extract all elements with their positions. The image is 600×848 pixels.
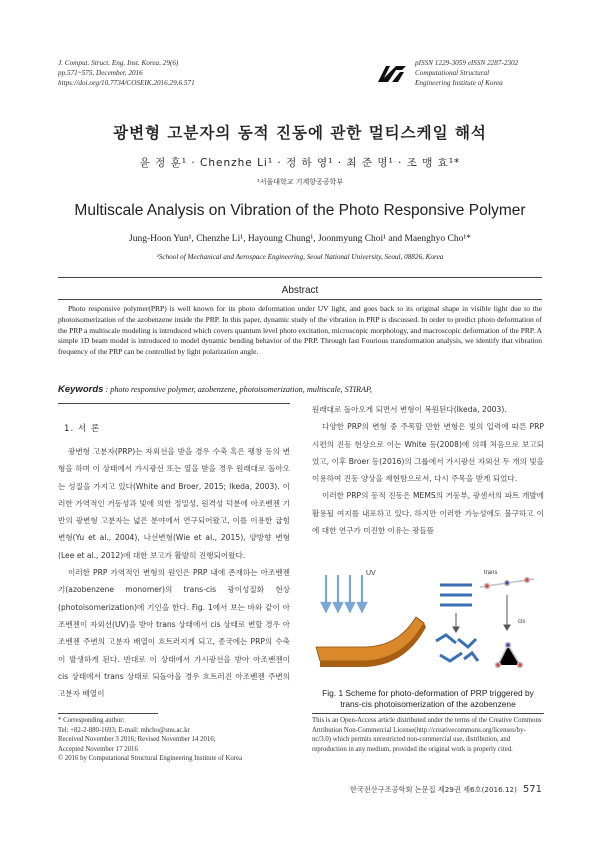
paragraph: 다양한 PRP의 변형 중 주목할 만한 변형은 빛의 입력에 따른 PRP 시편의 진동 현상으로 이는 White 등(2008)에 의해 처음으로 보고되었고, 이후 Broer 등(2016)의 그룹에서 가시광선 자외선 두 개의 빛을 이용하여 진동 양상을 재현함으로서, 다시 주목을 받게 되었다. (312, 422, 544, 484)
journal-pages: pp.571~575, December, 2016 (58, 69, 143, 77)
paragraph: 이러한 PRP의 동적 진동은 MEMS의 거동부, 광센서의 파트 개발에 활용될 여지를 내포하고 있다. 하지만 이러한 가능성에도 불구하고 이에 대한 연구가 미진한 이유는 광들뜸 (312, 491, 544, 536)
paragraph: 이러한 PRP 가역적인 변형의 원인은 PRP 내에 존재하는 아조벤젠기(azobenzene monomer)의 trans-cis 광이성질화 현상(photoisomerization)에 기인을 한다. Fig. 1에서 보는 바와 같이 아조벤젠이 자외선(UV)을 받아 trans 상태에서 cis 상태로 변할 경우 아조벤젠 주변의 고분자 배열이 흐트러지게 되고, 종국에는 PRP의 수축이 발생하게 된다. 반대로 이 상태에서 가시광선을 받아 아조벤젠이 cis 상태에서 trans 상태로 되돌아올 경우 흐트러진 아조벤젠 주변의 고분자 배열이 (58, 568, 290, 699)
arrows (453, 595, 510, 632)
divider-top (58, 277, 542, 278)
journal-footer: 한국전산구조공학회 논문집 제29권 제6호(2016.12) (349, 785, 517, 794)
section-title: 1. 서 론 (64, 424, 101, 434)
footnote-divider (58, 713, 158, 714)
korean-affiliation: ¹서울대학교 기계항공공학부 (256, 178, 344, 186)
uv-label: UV (366, 570, 376, 577)
journal-citation (58, 58, 278, 88)
issn: pISSN 1229-3059 eISSN 2287-2302 (415, 59, 519, 67)
cis-molecule (496, 643, 523, 668)
korean-authors: 윤 정 훈¹ · Chenzhe Li¹ · 정 하 영¹ · 최 준 명¹ · 조 맹 효¹* (139, 157, 461, 169)
footnote-corresponding (58, 716, 290, 764)
abstract-text: Photo responsive polymer(PRP) is well known for its photo deformation under UV light, and goes back to its original shape in visible light due to the photoisomerization of the azobenzene inside the PRP. In this paper, dynamic study of the vibration in PRP is discussed. In order to predict photo deformation of the PRP a multiscale modeling is introduced which covers quantum level photo excitation, microscopic morphology, and macroscopic deformation of the PRP. A simple 1D beam model is introduced to model dynamic bending behavior of the PRP. Through fast Fourious transformation analysis, we identify that vibration frequency of the PRP can be controlled by light polarization angle. (58, 304, 542, 357)
keywords-label: Keywords (58, 384, 104, 395)
footnote-line: * Corresponding author: (58, 717, 125, 724)
page-footer (350, 784, 542, 795)
trans-molecule (480, 578, 534, 589)
footnote-line: Accepted November 17 2016 (58, 745, 138, 753)
english-title: Multiscale Analysis on Vibration of the Photo Responsive Polymer (74, 202, 526, 219)
footnote-line: Received November 3 2016; Revised November 14 2016; (58, 736, 216, 744)
body-left-column (58, 443, 290, 702)
trans-label: trans (484, 570, 498, 576)
divider-body (58, 403, 290, 404)
paragraph: 광변형 고분자(PRP)는 자외선을 받을 경우 수축 혹은 팽창 등의 변형을 하며 이 상태에서 가시광선 또는 열을 받을 경우 원래대로 돌아오는 성질을 가지고 있다(White and Broer, 2015; Ikeda, 2003). 이러한 가역적인 거동성과 빛에 의한 정밀성, 원격성 덕분에 아조벤젠 기반의 광변형 고분자는 넓은 분야에서 연구되어왔고, 이를 이용한 굽힘변형(Yu et al., 2004), 나선변형(Wie et al., 2015), 양방향 변형(Lee et al., 2012)에 대한 보고가 활발히 진행되어왔다. (58, 447, 290, 560)
cis-molecules (436, 635, 478, 661)
divider-abstract (58, 299, 542, 300)
page-number: 571 (522, 784, 542, 795)
english-affiliation: ¹School of Mechanical and Aerospace Engineering, Seoul National University, Seoul, 08826, Korea (156, 253, 444, 261)
publisher-line-2: Engineering Institute of Korea (415, 79, 503, 87)
footnote-line: © 2016 by Computational Structural Engineering Institute of Korea (58, 755, 243, 763)
publisher-line-1: Computational Structural (415, 69, 490, 77)
english-authors: Jung-Hoon Yun¹, Chenzhe Li¹, Hayoung Chung¹, Joonmyung Choi¹ and Maenghyo Cho¹* (129, 234, 471, 244)
footnote-line: Tel: +82-2-880-1693; E-mail: mhcho@snu.ac.kr (58, 726, 190, 734)
bent-polymer-film (316, 617, 424, 661)
abstract-heading: Abstract (281, 285, 319, 296)
cis-label: cis (518, 619, 526, 625)
journal-logo (376, 62, 408, 84)
keywords-list: : photo responsive polymer, azobenzene, photoisomerization, multiscale, STIRAP, (103, 385, 372, 394)
license-note: This is an Open-Access article distributed under the terms of the Creative Commons Attribution Non-Commercial License(http://creativecommons.org/licenses/by-nc/3.0) which permits unrestricted non-commercial use, distribution, and reproduction in any medium, provided the original work is properly cited. (312, 717, 542, 753)
uv-arrows (322, 575, 366, 611)
license-divider (312, 713, 544, 714)
body-right-column (312, 401, 544, 539)
keywords (58, 384, 542, 395)
doi-link[interactable]: https://doi.org/10.7734/COSEIK.2016.29.6.571 (58, 79, 195, 87)
journal-name: J. Comput. Struct. Eng. Inst. Korea, 29(6) (58, 59, 179, 67)
trans-molecules (440, 585, 472, 605)
korean-title: 광변형 고분자의 동적 진동에 관한 멀티스케일 해석 (113, 124, 487, 142)
figure-1 (312, 565, 544, 683)
issn-block (415, 58, 565, 88)
figure-caption: Fig. 1 Scheme for photo-deformation of PRP triggered by trans-cis photoisomerization of the azobenzene (322, 688, 534, 709)
paragraph: 원래대로 돌아오게 되면서 변형이 복원된다(Ikeda, 2003). (312, 405, 507, 414)
